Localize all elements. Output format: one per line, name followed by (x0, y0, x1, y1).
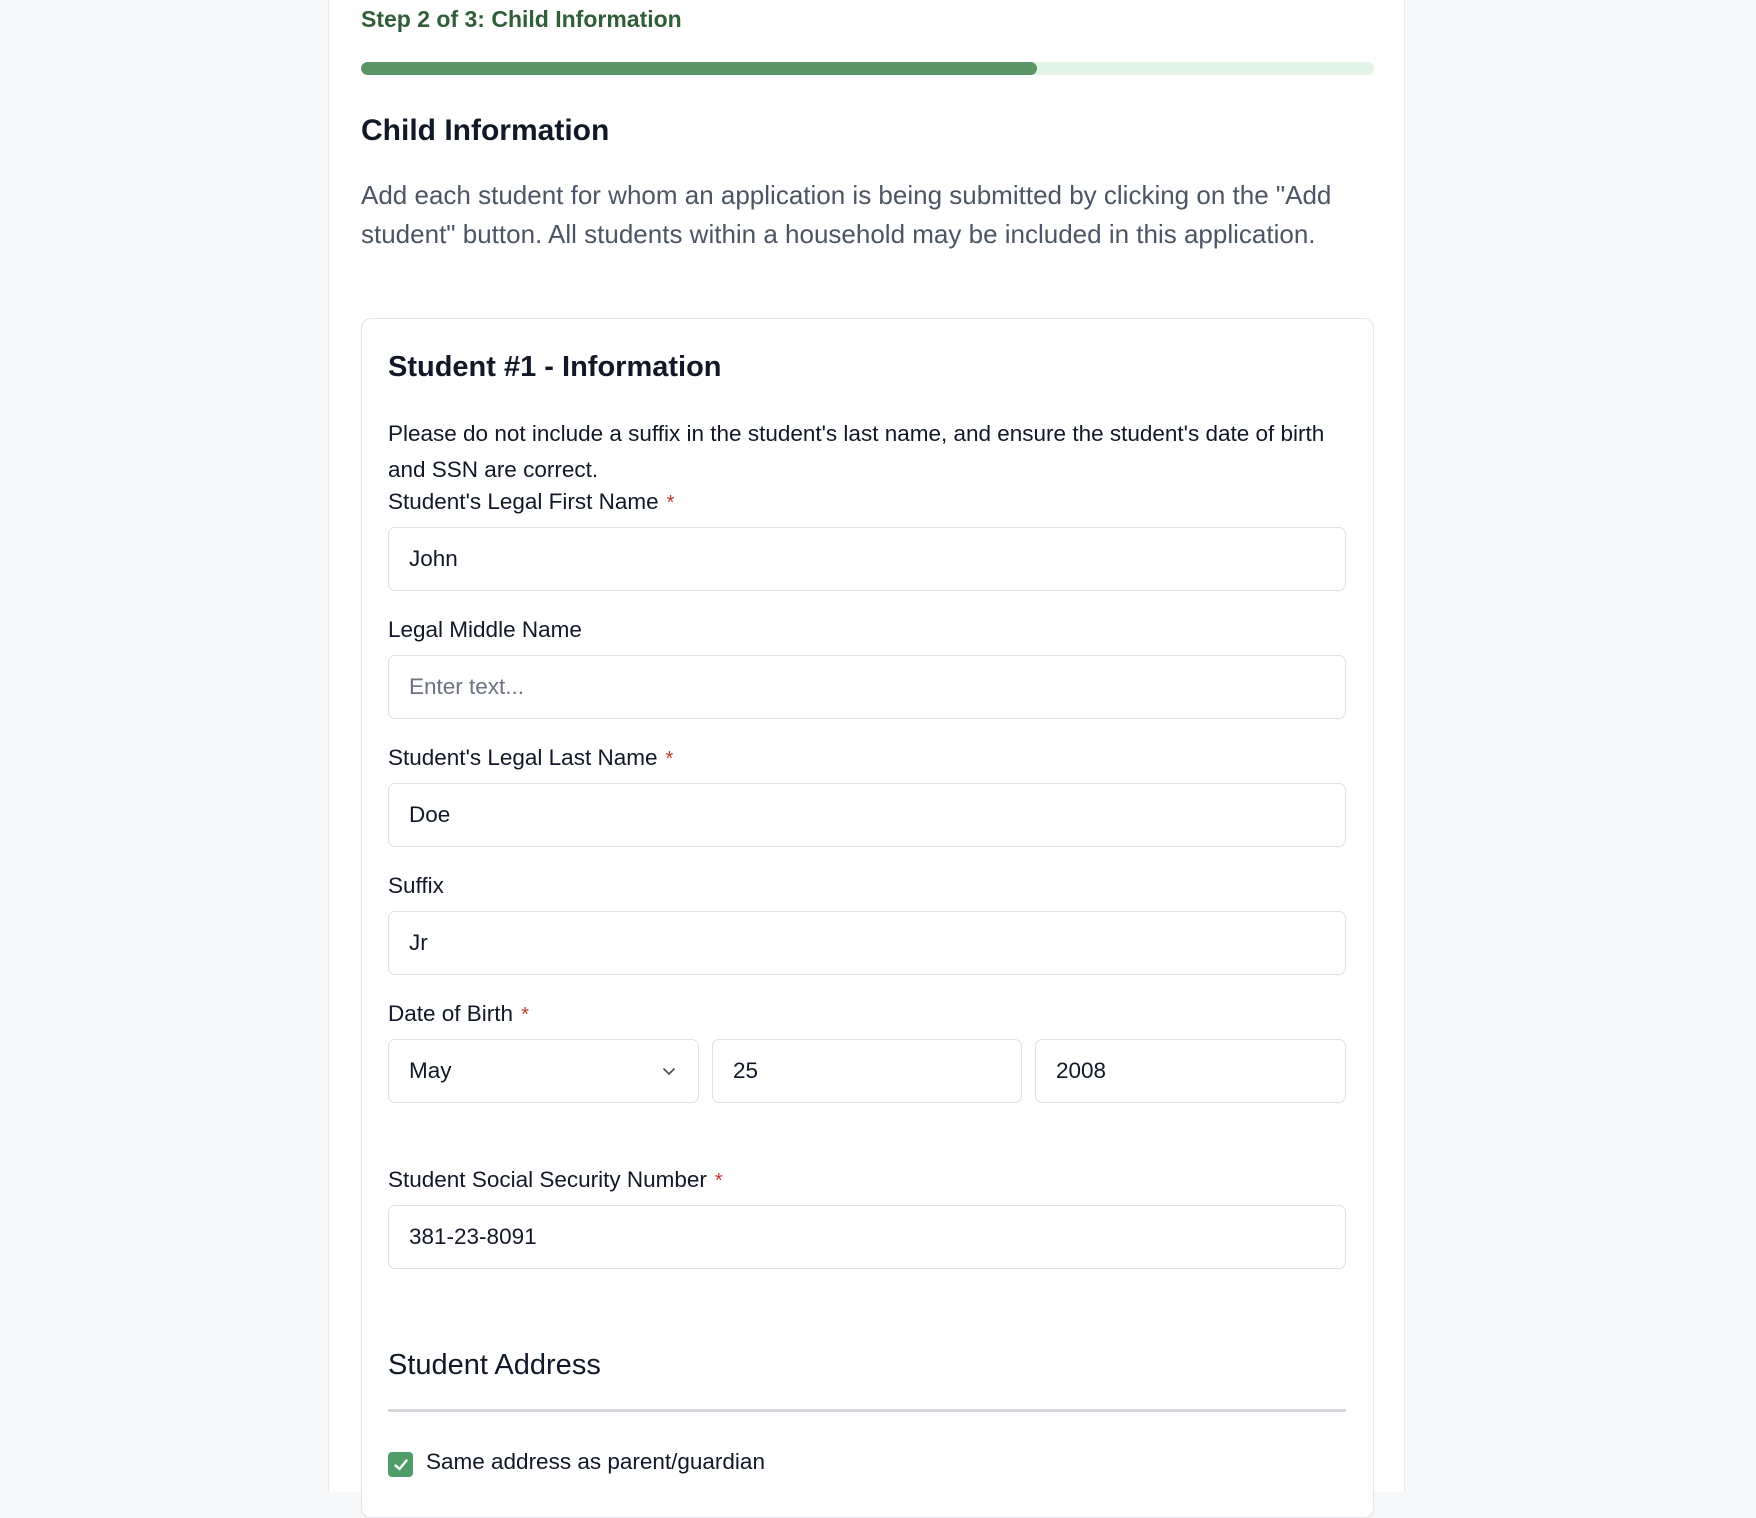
same-address-label[interactable]: Same address as parent/guardian (426, 1449, 765, 1474)
student-address-title: Student Address (388, 1349, 601, 1381)
dob-label-text: Date of Birth (388, 1001, 514, 1026)
suffix-label: Suffix (388, 873, 444, 898)
dob-day-input[interactable] (712, 1039, 1022, 1103)
required-marker: * (521, 1004, 529, 1026)
student-card (361, 318, 1374, 1518)
first-name-label-text: Student's Legal First Name (388, 489, 659, 514)
dob-year-value: 2008 (1056, 1058, 1107, 1083)
middle-name-input[interactable] (388, 655, 1346, 719)
dob-month-select[interactable] (388, 1039, 699, 1103)
dob-month-value: May (409, 1058, 452, 1083)
suffix-input[interactable] (388, 911, 1346, 975)
required-marker: * (666, 492, 675, 514)
first-name-input[interactable] (388, 527, 1346, 591)
section-description: Add each student for whom an application is being submitted by clicking on the "Add student" button. All students within a household may be included in this application. (361, 180, 1332, 249)
dob-label (388, 1001, 529, 1027)
step-indicator: Step 2 of 3: Child Information (361, 6, 682, 32)
student-note: Please do not include a suffix in the student's last name, and ensure the student's date of birth and SSN are correct. (388, 421, 1325, 482)
last-name-label (388, 745, 673, 771)
check-icon (392, 1456, 410, 1474)
first-name-label (388, 489, 674, 515)
student-card-title: Student #1 - Information (388, 351, 722, 383)
last-name-input[interactable] (388, 783, 1346, 847)
section-title: Child Information (361, 114, 610, 147)
required-marker: * (714, 1170, 723, 1192)
ssn-label-text: Student Social Security Number (388, 1167, 707, 1192)
dob-day-value: 25 (733, 1058, 759, 1083)
ssn-input[interactable] (388, 1205, 1346, 1269)
application-panel (328, 0, 1405, 1492)
progress-bar-fill (361, 62, 1037, 75)
ssn-label (388, 1167, 723, 1193)
required-marker: * (665, 748, 674, 770)
same-address-checkbox[interactable] (388, 1452, 413, 1477)
divider (388, 1409, 1346, 1412)
last-name-label-text: Student's Legal Last Name (388, 745, 658, 770)
progress-bar (361, 62, 1374, 75)
middle-name-label: Legal Middle Name (388, 617, 582, 642)
dob-year-input[interactable] (1035, 1039, 1346, 1103)
chevron-down-icon (660, 1062, 678, 1080)
